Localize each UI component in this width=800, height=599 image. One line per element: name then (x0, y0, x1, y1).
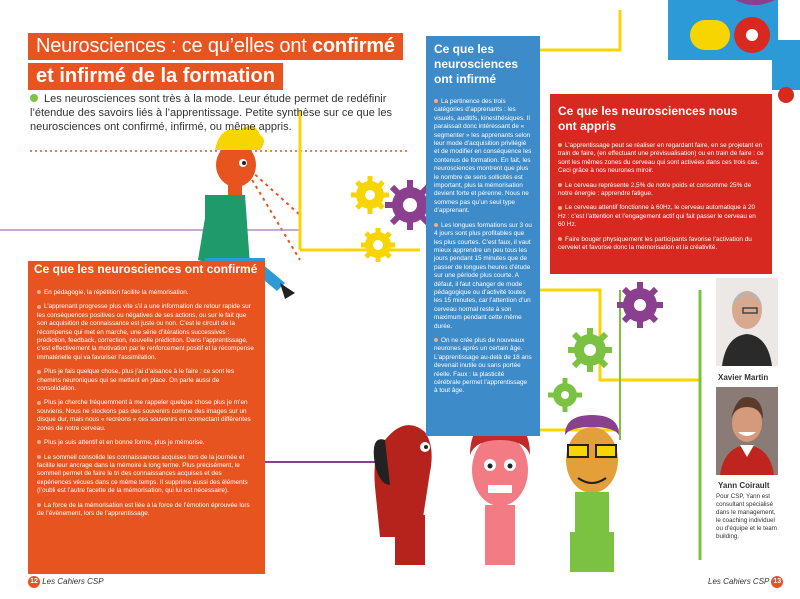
yann-name: Yann Coirault (718, 481, 770, 490)
bullet-icon (558, 237, 562, 241)
person-illustration (470, 420, 530, 565)
footer-label: Les Cahiers CSP (42, 577, 104, 587)
item-text: On ne crée plus de nouveaux neurones après un certain âge. L’apprentissage au-delà de 18 ans devenait inutile ou sans portée réelle. Faux : la plasticité cérébrale permet l’apprentissage à tout âge. (434, 336, 532, 395)
bullet-icon (434, 338, 438, 342)
infirmed-heading: Ce que les neurosciences ont infirmé (434, 42, 519, 86)
footer-left (28, 576, 104, 588)
item-text: L’apprentissage peut se réaliser en regardant faire, en se projetant en train de faire, (en effectuant une prévisualisation) ou en train de faire : ce sont les mêmes zones du cerveau qui sont activées dans ces trois cas. Ceci grâce à nos neurones miroir. (558, 142, 764, 175)
xavier-name: Xavier Martin (718, 373, 769, 382)
item-text: L’apprenant progresse plus vite s’il a une information de retour rapide sur les conséquences positives ou négatives de ses actions, ou sur le fait que son acquisition de connaissance est juste ou non. C’est le circuit de la récompense qui met en marche, une série d’itérations successives : prédiction, feedback, correction, nouvelle prédiction. Dans l’apprentissage, c’est effectivement la motivation par le renforcement positif et la récompense immatérielle qui va favoriser l’assimilation. (37, 303, 254, 361)
bullet-icon (30, 94, 38, 102)
bullet-icon (37, 455, 41, 459)
page-number: 12 (28, 576, 40, 588)
list-item (37, 454, 256, 496)
list-item (37, 368, 256, 393)
list-item (434, 98, 532, 216)
item-text: Le cerveau attentif fonctionne à 60Hz, le cerveau automatique à 20 Hz : c’est l’attention et l’engagement actif qui fait passer le cerveau en 60 Hz. (558, 204, 756, 229)
footer-right (708, 576, 783, 588)
learned-heading: Ce que les neurosciences nous ont appris (558, 104, 738, 133)
person-illustration (565, 415, 619, 572)
item-text: La force de la mémorisation est liée à la force de l’émotion éprouvée lors de l’évènement, lors de l’apprentissage. (37, 501, 250, 517)
item-text: Le sommeil consolide les connaissances acquises lors de la journée et facilite leur ancrage dans la mémoire à long terme. Plus précisément, le sommeil permet de faire le tri des connaissances acquises et des expériences vécues dans ce même temps. Il supprime aussi des éléments (l’oubli est l’autre facette de la mémorisation, qui lui est nécessaire). (37, 453, 248, 495)
bullet-icon (434, 223, 438, 227)
item-text: Plus je fais quelque chose, plus j’ai d’aisance à le faire : ce sont les chemins neuroniques qui se mettent en place. On parle aussi de consolidation. (37, 368, 235, 393)
item-text: La pertinence des trois catégories d’apprenants : les visuels, auditifs, kinesthésiques. Il paraissait donc intéressant de « segmenter » les apprenants selon leur mode d’acquisition privilégié et de modifier en conséquence les contenus de formation. En fait, les neurosciences montrent que plus le nombre de sens sollicités est important, plus la mémorisation devient forte et pérenne. Nous ne sommes pas qu’un seul type d’apprenant. (434, 98, 532, 215)
list-item (37, 502, 256, 519)
bullet-icon (37, 290, 41, 294)
yann-description: Pour CSP, Yann est consultant spécialisé dans le management, le coaching individuel ou d’équipe et le team building. (716, 493, 777, 540)
title-text: Neurosciences : ce qu’elles ont (36, 35, 312, 57)
list-item (558, 142, 764, 176)
list-item (558, 204, 764, 229)
xavier-photo (716, 278, 778, 366)
bullet-icon (37, 440, 41, 444)
bullet-icon (558, 183, 562, 187)
page-subtitle: et infirmé de la formation (28, 63, 283, 90)
list-item (37, 399, 256, 433)
item-text: Plus je cherche fréquemment à me rappeler quelque chose plus je m’en souviens. Nous ne stockons pas des souvenirs comme des images sur un disque dur, mais nous « recréons » ces souvenirs en connectant différentes zones de notre cerveau. (37, 399, 251, 432)
intro-paragraph (30, 92, 410, 134)
item-text: Plus je suis attentif et en bonne forme, plus je mémorise. (44, 439, 205, 447)
list-item (434, 222, 532, 331)
list-item (558, 182, 764, 199)
learned-box (550, 94, 772, 274)
list-item (434, 337, 532, 396)
infirmed-box (426, 36, 540, 436)
bullet-icon (37, 370, 41, 374)
list-item (37, 439, 256, 447)
list-item (37, 303, 256, 362)
yann-photo (716, 387, 778, 475)
page-title (28, 33, 403, 60)
item-text: Faire bouger physiquement les participants favorise l’activation du cervelet et favorise donc la mémorisation et la créativité. (558, 235, 752, 252)
title-bold-text: confirmé (311, 35, 395, 57)
person-illustration (374, 425, 432, 565)
bullet-icon (558, 143, 562, 147)
footer-label: Les Cahiers CSP (708, 577, 770, 587)
page-number: 13 (771, 576, 783, 588)
bullet-icon (37, 503, 41, 507)
bullet-icon (37, 401, 41, 405)
confirmed-heading: Ce que les neurosciences ont confirmé (34, 262, 258, 276)
confirmed-box (28, 261, 265, 574)
item-text: Le cerveau représente 2,5% de notre poids et consomme 25% de notre énergie : apprendre fatigue. (558, 181, 752, 198)
list-item (37, 289, 256, 297)
intro-text: Les neurosciences sont très à la mode. Leur étude permet de redéfinir l’étendue des savoirs liés à l’apprentissage. Petite synthèse sur ce que les neurosciences ont confirmé, infirmé, ou même appris. (30, 93, 392, 133)
item-text: Les longues formations sur 3 ou 4 jours sont plus profitables que les plus courtes. C’est faux, il vaut mieux apprendre un peu tous les jours pendant 15 minutes que de passer de longues heures d’étude sur une période plus courte. A défaut, il faut changer de mode pédagogique ou d’activité toutes les 15 minutes, car l’attention d’un cerveau normal reste à son maximum pendant cette même durée. (434, 221, 532, 330)
list-item (558, 236, 764, 253)
bullet-icon (434, 99, 438, 103)
bullet-icon (37, 305, 41, 309)
item-text: En pédagogie, la répétition facilite la mémorisation. (44, 289, 189, 296)
bullet-icon (558, 206, 562, 210)
